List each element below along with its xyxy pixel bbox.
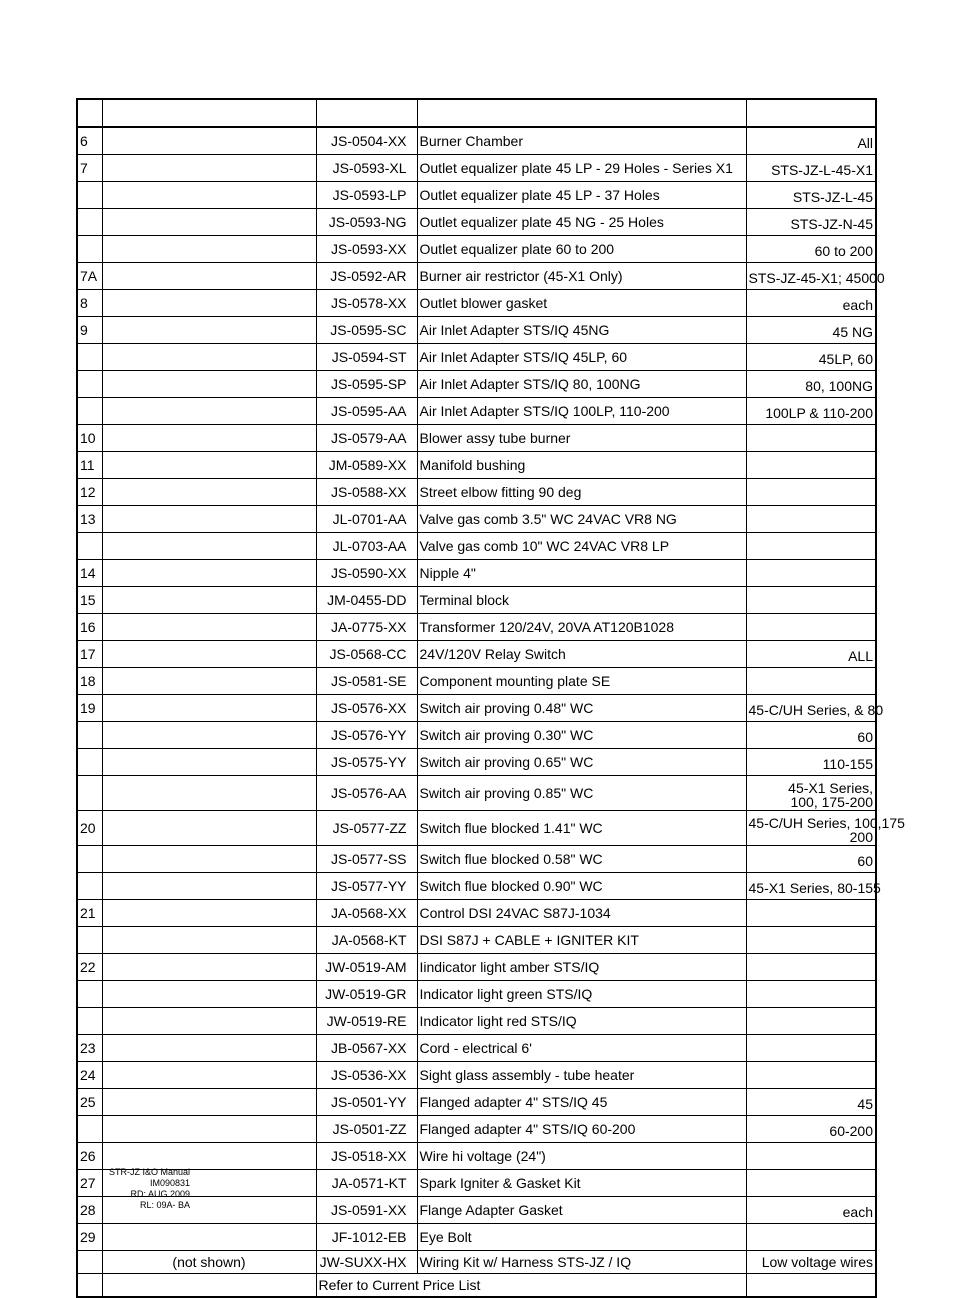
item-number-cell xyxy=(77,371,102,398)
part-number-cell: JS-0595-SP xyxy=(316,371,417,398)
model-cell xyxy=(746,900,876,927)
table-row xyxy=(77,236,876,263)
item-number-cell xyxy=(77,182,102,209)
model-cell: STS-JZ-N-45 xyxy=(746,209,876,236)
table-row xyxy=(77,317,876,344)
model-cell: STS-JZ-45-X1; 45000 xyxy=(746,263,876,290)
item-number-cell: 7A xyxy=(77,263,102,290)
note-cell xyxy=(102,398,316,425)
description-cell: Switch flue blocked 0.58" WC xyxy=(417,846,746,873)
note-cell xyxy=(102,641,316,668)
model-cell: 110-155 xyxy=(746,749,876,776)
item-number-cell xyxy=(77,1251,102,1274)
part-number-cell: JM-0589-XX xyxy=(316,452,417,479)
description-cell: Cord - electrical 6' xyxy=(417,1035,746,1062)
item-number-cell: 13 xyxy=(77,506,102,533)
item-number-cell xyxy=(77,236,102,263)
model-cell: 60-200 xyxy=(746,1116,876,1143)
header-cell xyxy=(746,99,876,127)
document-info xyxy=(80,1167,190,1211)
model-cell: 60 xyxy=(746,722,876,749)
item-number-cell: 29 xyxy=(77,1224,102,1251)
item-number-cell: 26 xyxy=(77,1143,102,1170)
part-number-cell: JS-0577-YY xyxy=(316,873,417,900)
footer-row xyxy=(77,1274,876,1298)
note-cell xyxy=(102,668,316,695)
model-cell xyxy=(746,560,876,587)
table-row xyxy=(77,900,876,927)
footer-cell xyxy=(77,1274,102,1298)
item-number-cell xyxy=(77,749,102,776)
table-row xyxy=(77,263,876,290)
note-cell xyxy=(102,479,316,506)
model-cell xyxy=(746,811,905,846)
table-row xyxy=(77,1251,876,1274)
parts-list-table xyxy=(76,98,905,1298)
table-row xyxy=(77,209,876,236)
description-cell: Iindicator light amber STS/IQ xyxy=(417,954,746,981)
model-cell xyxy=(746,776,876,811)
header-cell xyxy=(316,99,417,127)
table-row xyxy=(77,344,876,371)
part-number-cell: JS-0577-ZZ xyxy=(316,811,417,846)
part-number-cell: JS-0578-XX xyxy=(316,290,417,317)
model-cell: 60 xyxy=(746,846,876,873)
description-cell: Switch air proving 0.65" WC xyxy=(417,749,746,776)
table-row xyxy=(77,1062,876,1089)
part-number-cell: JS-0595-AA xyxy=(316,398,417,425)
note-cell xyxy=(102,981,316,1008)
part-number-cell: JS-0591-XX xyxy=(316,1197,417,1224)
note-cell xyxy=(102,1224,316,1251)
part-number-cell: JA-0775-XX xyxy=(316,614,417,641)
note-cell xyxy=(102,614,316,641)
model-cell xyxy=(746,1035,876,1062)
item-number-cell xyxy=(77,846,102,873)
note-cell xyxy=(102,425,316,452)
description-cell: Switch flue blocked 1.41" WC xyxy=(417,811,746,846)
part-number-cell: JS-0579-AA xyxy=(316,425,417,452)
table-row xyxy=(77,452,876,479)
table-row xyxy=(77,981,876,1008)
part-number-cell: JS-0501-YY xyxy=(316,1089,417,1116)
table-row xyxy=(77,1224,876,1251)
item-number-cell: 19 xyxy=(77,695,102,722)
description-cell: Switch air proving 0.30" WC xyxy=(417,722,746,749)
note-cell xyxy=(102,1089,316,1116)
item-number-cell: 14 xyxy=(77,560,102,587)
item-number-cell xyxy=(77,1008,102,1035)
part-number-cell: JA-0568-XX xyxy=(316,900,417,927)
part-number-cell: JS-0593-XL xyxy=(316,155,417,182)
description-cell: Outlet blower gasket xyxy=(417,290,746,317)
model-line: 45-X1 Series, xyxy=(788,780,873,796)
model-cell: 45 xyxy=(746,1089,876,1116)
footer-cell xyxy=(102,1274,316,1298)
description-cell: Valve gas comb 3.5" WC 24VAC VR8 NG xyxy=(417,506,746,533)
model-cell: ALL xyxy=(746,641,876,668)
model-cell: 100LP & 110-200 xyxy=(746,398,876,425)
model-cell: 60 to 200 xyxy=(746,236,876,263)
note-cell xyxy=(102,560,316,587)
item-number-cell: 28 xyxy=(77,1197,102,1224)
description-cell: Wire hi voltage (24") xyxy=(417,1143,746,1170)
part-number-cell: JW-0519-RE xyxy=(316,1008,417,1035)
item-number-cell xyxy=(77,209,102,236)
description-cell: Switch flue blocked 0.90" WC xyxy=(417,873,746,900)
note-cell xyxy=(102,155,316,182)
note-cell xyxy=(102,1062,316,1089)
model-cell: each xyxy=(746,290,876,317)
item-number-cell: 7 xyxy=(77,155,102,182)
item-number-cell: 6 xyxy=(77,127,102,155)
description-cell: Air Inlet Adapter STS/IQ 100LP, 110-200 xyxy=(417,398,746,425)
model-cell xyxy=(746,614,876,641)
description-cell: Indicator light red STS/IQ xyxy=(417,1008,746,1035)
model-cell: 45 NG xyxy=(746,317,876,344)
item-number-cell: 24 xyxy=(77,1062,102,1089)
table-row xyxy=(77,1116,876,1143)
description-cell: Flanged adapter 4" STS/IQ 45 xyxy=(417,1089,746,1116)
description-cell: Flange Adapter Gasket xyxy=(417,1197,746,1224)
part-number-cell: JL-0703-AA xyxy=(316,533,417,560)
item-number-cell: 27 xyxy=(77,1170,102,1197)
release-date: RD: AUG 2009 xyxy=(130,1189,190,1199)
model-cell xyxy=(746,479,876,506)
manual-name: STR-JZ I&O Manual xyxy=(108,1167,190,1177)
note-cell xyxy=(102,533,316,560)
part-number-cell: JS-0536-XX xyxy=(316,1062,417,1089)
part-number-cell: JL-0701-AA xyxy=(316,506,417,533)
model-cell xyxy=(746,1143,876,1170)
description-cell: Switch air proving 0.48" WC xyxy=(417,695,746,722)
part-number-cell: JS-0575-YY xyxy=(316,749,417,776)
note-cell xyxy=(102,1143,316,1170)
parts-list-body xyxy=(77,99,905,1297)
header-cell xyxy=(417,99,746,127)
model-cell xyxy=(746,1170,876,1197)
note-cell xyxy=(102,811,316,846)
item-number-cell: 10 xyxy=(77,425,102,452)
table-row xyxy=(77,1008,876,1035)
item-number-cell: 16 xyxy=(77,614,102,641)
model-cell xyxy=(746,452,876,479)
table-row xyxy=(77,722,876,749)
description-cell: Street elbow fitting 90 deg xyxy=(417,479,746,506)
table-row xyxy=(77,371,876,398)
part-number-cell: JS-0581-SE xyxy=(316,668,417,695)
price-list-note: Refer to Current Price List xyxy=(316,1274,746,1298)
note-cell xyxy=(102,587,316,614)
part-number-cell: JS-0568-CC xyxy=(316,641,417,668)
table-header-row xyxy=(77,99,876,127)
table-row xyxy=(77,873,876,900)
table-row xyxy=(77,927,876,954)
description-cell: Blower assy tube burner xyxy=(417,425,746,452)
description-cell: Valve gas comb 10" WC 24VAC VR8 LP xyxy=(417,533,746,560)
description-cell: Outlet equalizer plate 45 LP - 29 Holes - Series X1 xyxy=(417,155,746,182)
model-cell: each xyxy=(746,1197,876,1224)
note-cell xyxy=(102,954,316,981)
model-cell xyxy=(746,533,876,560)
note-cell xyxy=(102,344,316,371)
item-number-cell xyxy=(77,927,102,954)
model-cell xyxy=(746,1224,876,1251)
table-row xyxy=(77,668,876,695)
model-line: 100, 175-200 xyxy=(790,794,873,810)
description-cell: Control DSI 24VAC S87J-1034 xyxy=(417,900,746,927)
header-cell xyxy=(77,99,102,127)
item-number-cell: 11 xyxy=(77,452,102,479)
table-row xyxy=(77,846,876,873)
note-cell xyxy=(102,452,316,479)
item-number-cell xyxy=(77,1116,102,1143)
item-number-cell: 22 xyxy=(77,954,102,981)
note-cell xyxy=(102,506,316,533)
table-row xyxy=(77,811,876,846)
table-row xyxy=(77,155,876,182)
table-row xyxy=(77,1170,876,1197)
model-cell xyxy=(746,1008,876,1035)
part-number-cell: JW-SUXX-HX xyxy=(316,1251,417,1274)
item-number-cell: 25 xyxy=(77,1089,102,1116)
part-number-cell: JF-1012-EB xyxy=(316,1224,417,1251)
note-cell xyxy=(102,317,316,344)
note-cell xyxy=(102,1035,316,1062)
part-number-cell: JM-0455-DD xyxy=(316,587,417,614)
note-cell xyxy=(102,263,316,290)
table-row xyxy=(77,749,876,776)
description-cell: Switch air proving 0.85" WC xyxy=(417,776,746,811)
table-row xyxy=(77,506,876,533)
model-cell: 45-C/UH Series, & 80 xyxy=(746,695,876,722)
model-cell: 80, 100NG xyxy=(746,371,876,398)
model-cell xyxy=(746,954,876,981)
table-row xyxy=(77,695,876,722)
part-number-cell: JS-0592-AR xyxy=(316,263,417,290)
item-number-cell: 17 xyxy=(77,641,102,668)
item-number-cell xyxy=(77,533,102,560)
model-cell xyxy=(746,587,876,614)
note-cell xyxy=(102,873,316,900)
description-cell: Nipple 4" xyxy=(417,560,746,587)
part-number-cell: JS-0518-XX xyxy=(316,1143,417,1170)
description-cell: Indicator light green STS/IQ xyxy=(417,981,746,1008)
table-row xyxy=(77,954,876,981)
description-cell: DSI S87J + CABLE + IGNITER KIT xyxy=(417,927,746,954)
item-number-cell: 21 xyxy=(77,900,102,927)
table-row xyxy=(77,290,876,317)
note-cell xyxy=(102,695,316,722)
note-cell xyxy=(102,290,316,317)
model-cell: 45-X1 Series, 80-155 xyxy=(746,873,876,900)
description-cell: Sight glass assembly - tube heater xyxy=(417,1062,746,1089)
part-number-cell: JS-0590-XX xyxy=(316,560,417,587)
note-cell xyxy=(102,1116,316,1143)
item-number-cell xyxy=(77,722,102,749)
model-cell: 45LP, 60 xyxy=(746,344,876,371)
table-row xyxy=(77,1089,876,1116)
item-number-cell: 8 xyxy=(77,290,102,317)
table-row xyxy=(77,560,876,587)
item-number-cell xyxy=(77,398,102,425)
table-row xyxy=(77,1035,876,1062)
table-row xyxy=(77,1143,876,1170)
table-row xyxy=(77,398,876,425)
part-number-cell: JS-0576-XX xyxy=(316,695,417,722)
part-number-cell: JS-0576-YY xyxy=(316,722,417,749)
note-cell xyxy=(102,182,316,209)
note-cell xyxy=(102,749,316,776)
description-cell: 24V/120V Relay Switch xyxy=(417,641,746,668)
note-cell: (not shown) xyxy=(102,1251,316,1274)
model-cell xyxy=(746,927,876,954)
part-number-cell: JW-0519-AM xyxy=(316,954,417,981)
model-cell xyxy=(746,1062,876,1089)
manual-code: IM090831 xyxy=(149,1178,190,1188)
description-cell: Manifold bushing xyxy=(417,452,746,479)
model-cell: STS-JZ-L-45-X1 xyxy=(746,155,876,182)
part-number-cell: JS-0595-SC xyxy=(316,317,417,344)
model-cell: Low voltage wires xyxy=(746,1251,876,1274)
note-cell xyxy=(102,1008,316,1035)
part-number-cell: JS-0501-ZZ xyxy=(316,1116,417,1143)
part-number-cell: JS-0593-NG xyxy=(316,209,417,236)
description-cell: Spark Igniter & Gasket Kit xyxy=(417,1170,746,1197)
note-cell xyxy=(102,900,316,927)
description-cell: Wiring Kit w/ Harness STS-JZ / IQ xyxy=(417,1251,746,1274)
model-line: 200 xyxy=(849,829,873,845)
part-number-cell: JA-0568-KT xyxy=(316,927,417,954)
part-number-cell: JS-0593-LP xyxy=(316,182,417,209)
item-number-cell xyxy=(77,873,102,900)
table-row xyxy=(77,182,876,209)
note-cell xyxy=(102,127,316,155)
description-cell: Outlet equalizer plate 45 NG - 25 Holes xyxy=(417,209,746,236)
table-row xyxy=(77,479,876,506)
note-cell xyxy=(102,371,316,398)
table-row xyxy=(77,425,876,452)
description-cell: Air Inlet Adapter STS/IQ 80, 100NG xyxy=(417,371,746,398)
item-number-cell: 9 xyxy=(77,317,102,344)
item-number-cell: 18 xyxy=(77,668,102,695)
description-cell: Flanged adapter 4" STS/IQ 60-200 xyxy=(417,1116,746,1143)
item-number-cell: 12 xyxy=(77,479,102,506)
header-cell xyxy=(102,99,316,127)
part-number-cell: JS-0593-XX xyxy=(316,236,417,263)
table-row xyxy=(77,776,876,811)
description-cell: Component mounting plate SE xyxy=(417,668,746,695)
table-row xyxy=(77,127,876,155)
description-cell: Eye Bolt xyxy=(417,1224,746,1251)
note-cell xyxy=(102,776,316,811)
part-number-cell: JS-0576-AA xyxy=(316,776,417,811)
part-number-cell: JS-0577-SS xyxy=(316,846,417,873)
model-cell xyxy=(746,425,876,452)
note-cell xyxy=(102,846,316,873)
part-number-cell: JS-0594-ST xyxy=(316,344,417,371)
table-row xyxy=(77,641,876,668)
revision-level: RL: 09A- BA xyxy=(139,1200,190,1210)
footer-cell xyxy=(746,1274,876,1298)
note-cell xyxy=(102,927,316,954)
model-cell: All xyxy=(746,127,876,155)
note-cell xyxy=(102,722,316,749)
description-cell: Terminal block xyxy=(417,587,746,614)
description-cell: Burner air restrictor (45-X1 Only) xyxy=(417,263,746,290)
note-cell xyxy=(102,236,316,263)
description-cell: Air Inlet Adapter STS/IQ 45LP, 60 xyxy=(417,344,746,371)
model-cell xyxy=(746,506,876,533)
description-cell: Outlet equalizer plate 60 to 200 xyxy=(417,236,746,263)
item-number-cell: 20 xyxy=(77,811,102,846)
table-row xyxy=(77,587,876,614)
description-cell: Burner Chamber xyxy=(417,127,746,155)
table-row xyxy=(77,614,876,641)
part-number-cell: JW-0519-GR xyxy=(316,981,417,1008)
table-row xyxy=(77,533,876,560)
item-number-cell xyxy=(77,776,102,811)
part-number-cell: JS-0504-XX xyxy=(316,127,417,155)
description-cell: Transformer 120/24V, 20VA AT120B1028 xyxy=(417,614,746,641)
part-number-cell: JS-0588-XX xyxy=(316,479,417,506)
part-number-cell: JB-0567-XX xyxy=(316,1035,417,1062)
item-number-cell xyxy=(77,981,102,1008)
item-number-cell: 23 xyxy=(77,1035,102,1062)
description-cell: Air Inlet Adapter STS/IQ 45NG xyxy=(417,317,746,344)
part-number-cell: JA-0571-KT xyxy=(316,1170,417,1197)
model-cell xyxy=(746,981,876,1008)
model-cell xyxy=(746,668,876,695)
table-row xyxy=(77,1197,876,1224)
model-line: 45-C/UH Series, 100,175 xyxy=(748,815,905,831)
description-cell: Outlet equalizer plate 45 LP - 37 Holes xyxy=(417,182,746,209)
model-cell: STS-JZ-L-45 xyxy=(746,182,876,209)
item-number-cell: 15 xyxy=(77,587,102,614)
item-number-cell xyxy=(77,344,102,371)
note-cell xyxy=(102,209,316,236)
